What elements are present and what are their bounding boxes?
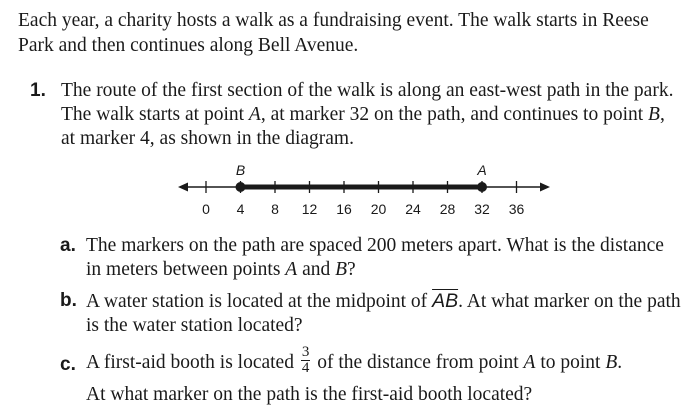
question-text-part3: , at marker 4, as shown in the diagram.	[61, 104, 665, 149]
tick-label-8: 8	[271, 201, 279, 217]
part-a-mid: and	[297, 259, 336, 280]
part-b-text	[86, 289, 681, 338]
intro-paragraph: Each year, a charity hosts a walk as a fundraising event. The walk starts in Reese Park and then continues along Bell Avenue.	[18, 10, 649, 56]
question-point-b: B	[648, 104, 660, 125]
part-c-text	[86, 344, 681, 411]
part-c-letter: c.	[60, 354, 76, 375]
question-point-a: A	[248, 104, 261, 125]
fraction-three-fourths	[301, 345, 311, 376]
part-a-letter: a.	[60, 235, 76, 256]
tick-label-12: 12	[301, 201, 318, 217]
part-c-point-a: A	[523, 352, 536, 373]
part-a-point-b: B	[335, 259, 348, 280]
tick-label-0: 0	[202, 201, 210, 217]
tick-label-4: 4	[236, 201, 245, 217]
question-text-part2: , at marker 32 on the path, and continues to point	[260, 104, 649, 125]
segment-ab-notation: $\overline{AB}$	[432, 290, 459, 312]
part-c-end: .	[617, 352, 623, 373]
part-a-text1: The markers on the path are spaced 200 meters apart. What is the distance in meters between points	[86, 235, 664, 280]
part-a-end: ?	[347, 259, 356, 280]
part-c-point-b: B	[605, 352, 618, 373]
point-a-label: A	[477, 162, 487, 178]
part-c-text2: of the distance from point	[312, 352, 524, 373]
point-a-marker	[477, 182, 487, 192]
tick-label-28: 28	[439, 201, 456, 217]
point-b-label: B	[235, 162, 246, 178]
tick-label-20: 20	[370, 201, 387, 217]
part-a-point-a: A	[285, 259, 298, 280]
part-c-line2: At what marker on the path is the first-aid booth located?	[86, 384, 533, 406]
question-text	[61, 79, 681, 151]
part-a-text	[86, 234, 681, 282]
part-c-mid: to point	[535, 352, 606, 373]
number-line-diagram	[176, 160, 556, 220]
right-arrow-icon	[540, 183, 550, 192]
tick-label-32: 32	[474, 201, 490, 217]
left-arrow-icon	[178, 183, 188, 192]
question-number: 1.	[30, 80, 46, 101]
part-c-text1: A first-aid booth is located	[86, 352, 299, 373]
fraction-numerator: 3	[301, 344, 310, 361]
tick-label-16: 16	[336, 201, 352, 217]
fraction-denominator: 4	[301, 360, 310, 377]
tick-label-36: 36	[508, 201, 525, 217]
question-text-part1: The route of the first section of the walk is along an east-west path in the park. The walk starts at point	[61, 80, 674, 125]
tick-label-24: 24	[405, 201, 421, 217]
point-b-marker	[236, 182, 246, 192]
part-b-text1: A water station is located at the midpoint of	[86, 291, 433, 312]
part-b-text2: . At what marker on the path is the water station located?	[86, 291, 681, 336]
part-b-letter: b.	[60, 290, 77, 311]
